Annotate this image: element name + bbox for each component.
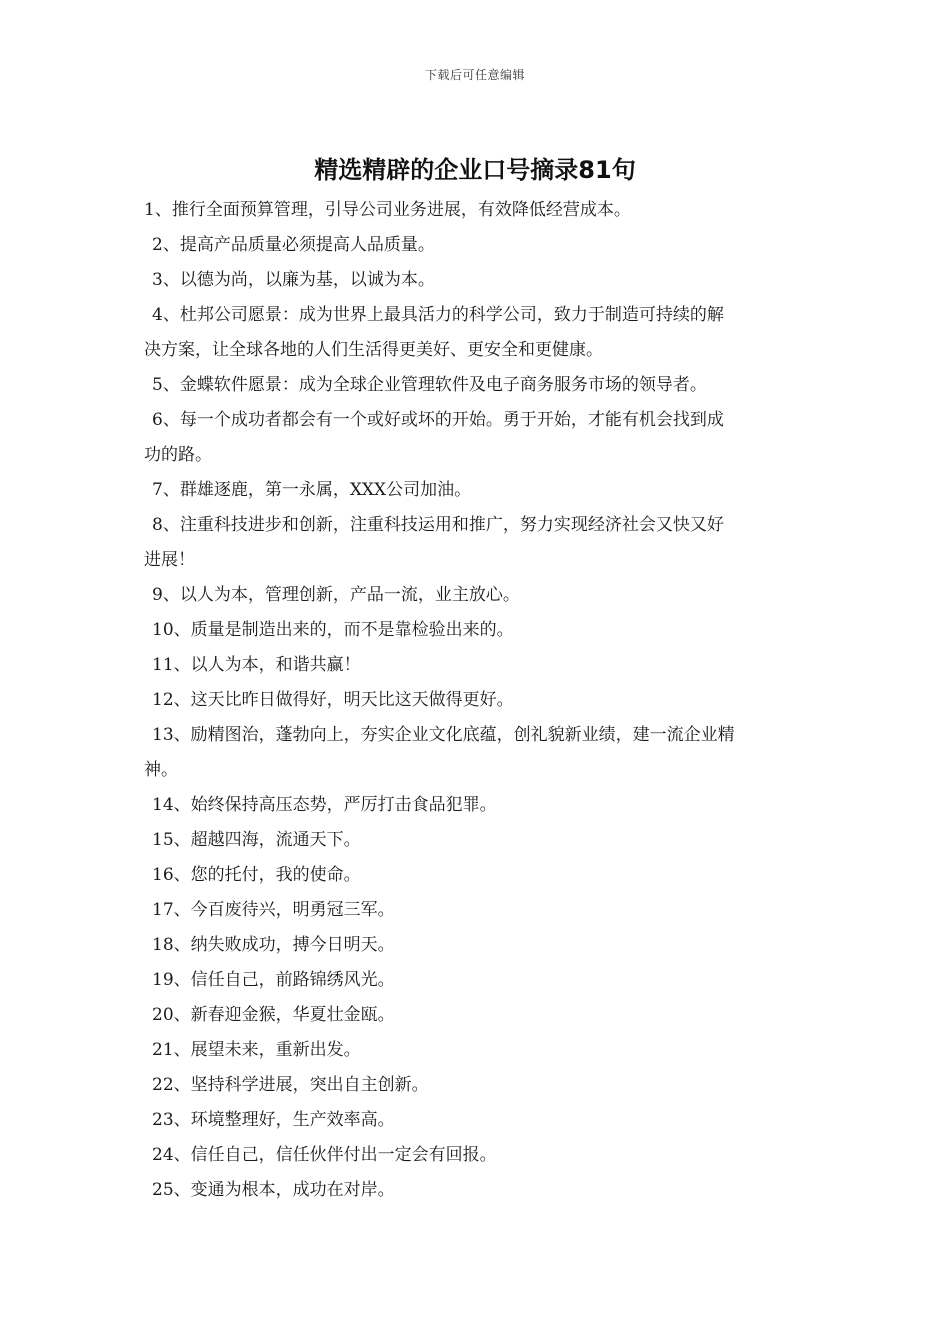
body-line: 功的路。 (144, 445, 212, 465)
body-line: 25、变通为根本，成功在对岸。 (152, 1180, 395, 1200)
body-line: 决方案，让全球各地的人们生活得更美好、更安全和更健康。 (144, 340, 603, 360)
body-line: 16、您的托付，我的使命。 (152, 865, 361, 885)
body-line: 18、纳失败成功，搏今日明天。 (152, 935, 395, 955)
body-line: 13、励精图治，蓬勃向上，夯实企业文化底蕴，创礼貌新业绩，建一流企业精 (152, 725, 735, 745)
body-line: 神。 (144, 760, 178, 780)
body-line: 20、新春迎金猴，华夏壮金瓯。 (152, 1005, 395, 1025)
body-line: 23、环境整理好，生产效率高。 (152, 1110, 395, 1130)
body-line: 2、提高产品质量必须提高人品质量。 (152, 235, 435, 255)
body-line: 22、坚持科学进展，突出自主创新。 (152, 1075, 429, 1095)
body-line: 10、质量是制造出来的，而不是靠检验出来的。 (152, 620, 514, 640)
document-title: 精选精辟的企业口号摘录81句 (314, 156, 636, 184)
document-body (144, 193, 812, 1208)
body-line: 19、信任自己，前路锦绣风光。 (152, 970, 395, 990)
body-line: 21、展望未来，重新出发。 (152, 1040, 361, 1060)
body-line: 4、杜邦公司愿景：成为世界上最具活力的科学公司，致力于制造可持续的解 (152, 305, 724, 325)
body-line: 9、以人为本，管理创新，产品一流，业主放心。 (152, 585, 520, 605)
body-line: 14、始终保持高压态势，严厉打击食品犯罪。 (152, 795, 497, 815)
body-line: 进展！ (144, 550, 195, 570)
body-line: 15、超越四海，流通天下。 (152, 830, 361, 850)
body-line: 11、以人为本，和谐共赢！ (152, 655, 361, 675)
body-line: 7、群雄逐鹿，第一永属，XXX公司加油。 (152, 480, 472, 500)
body-line: 12、这天比昨日做得好，明天比这天做得更好。 (152, 690, 514, 710)
body-line: 17、今百废待兴，明勇冠三军。 (152, 900, 395, 920)
body-line: 24、信任自己，信任伙伴付出一定会有回报。 (152, 1145, 497, 1165)
body-line: 8、注重科技进步和创新，注重科技运用和推广，努力实现经济社会又快又好 (152, 515, 724, 535)
header-note: 下载后可任意编辑 (424, 68, 525, 82)
body-line: 3、以德为尚，以廉为基，以诚为本。 (152, 270, 435, 290)
body-line: 5、金蝶软件愿景：成为全球企业管理软件及电子商务服务市场的领导者。 (152, 375, 707, 395)
body-line: 6、每一个成功者都会有一个或好或坏的开始。勇于开始，才能有机会找到成 (152, 410, 724, 430)
body-line: 1、推行全面预算管理，引导公司业务进展，有效降低经营成本。 (144, 200, 631, 220)
